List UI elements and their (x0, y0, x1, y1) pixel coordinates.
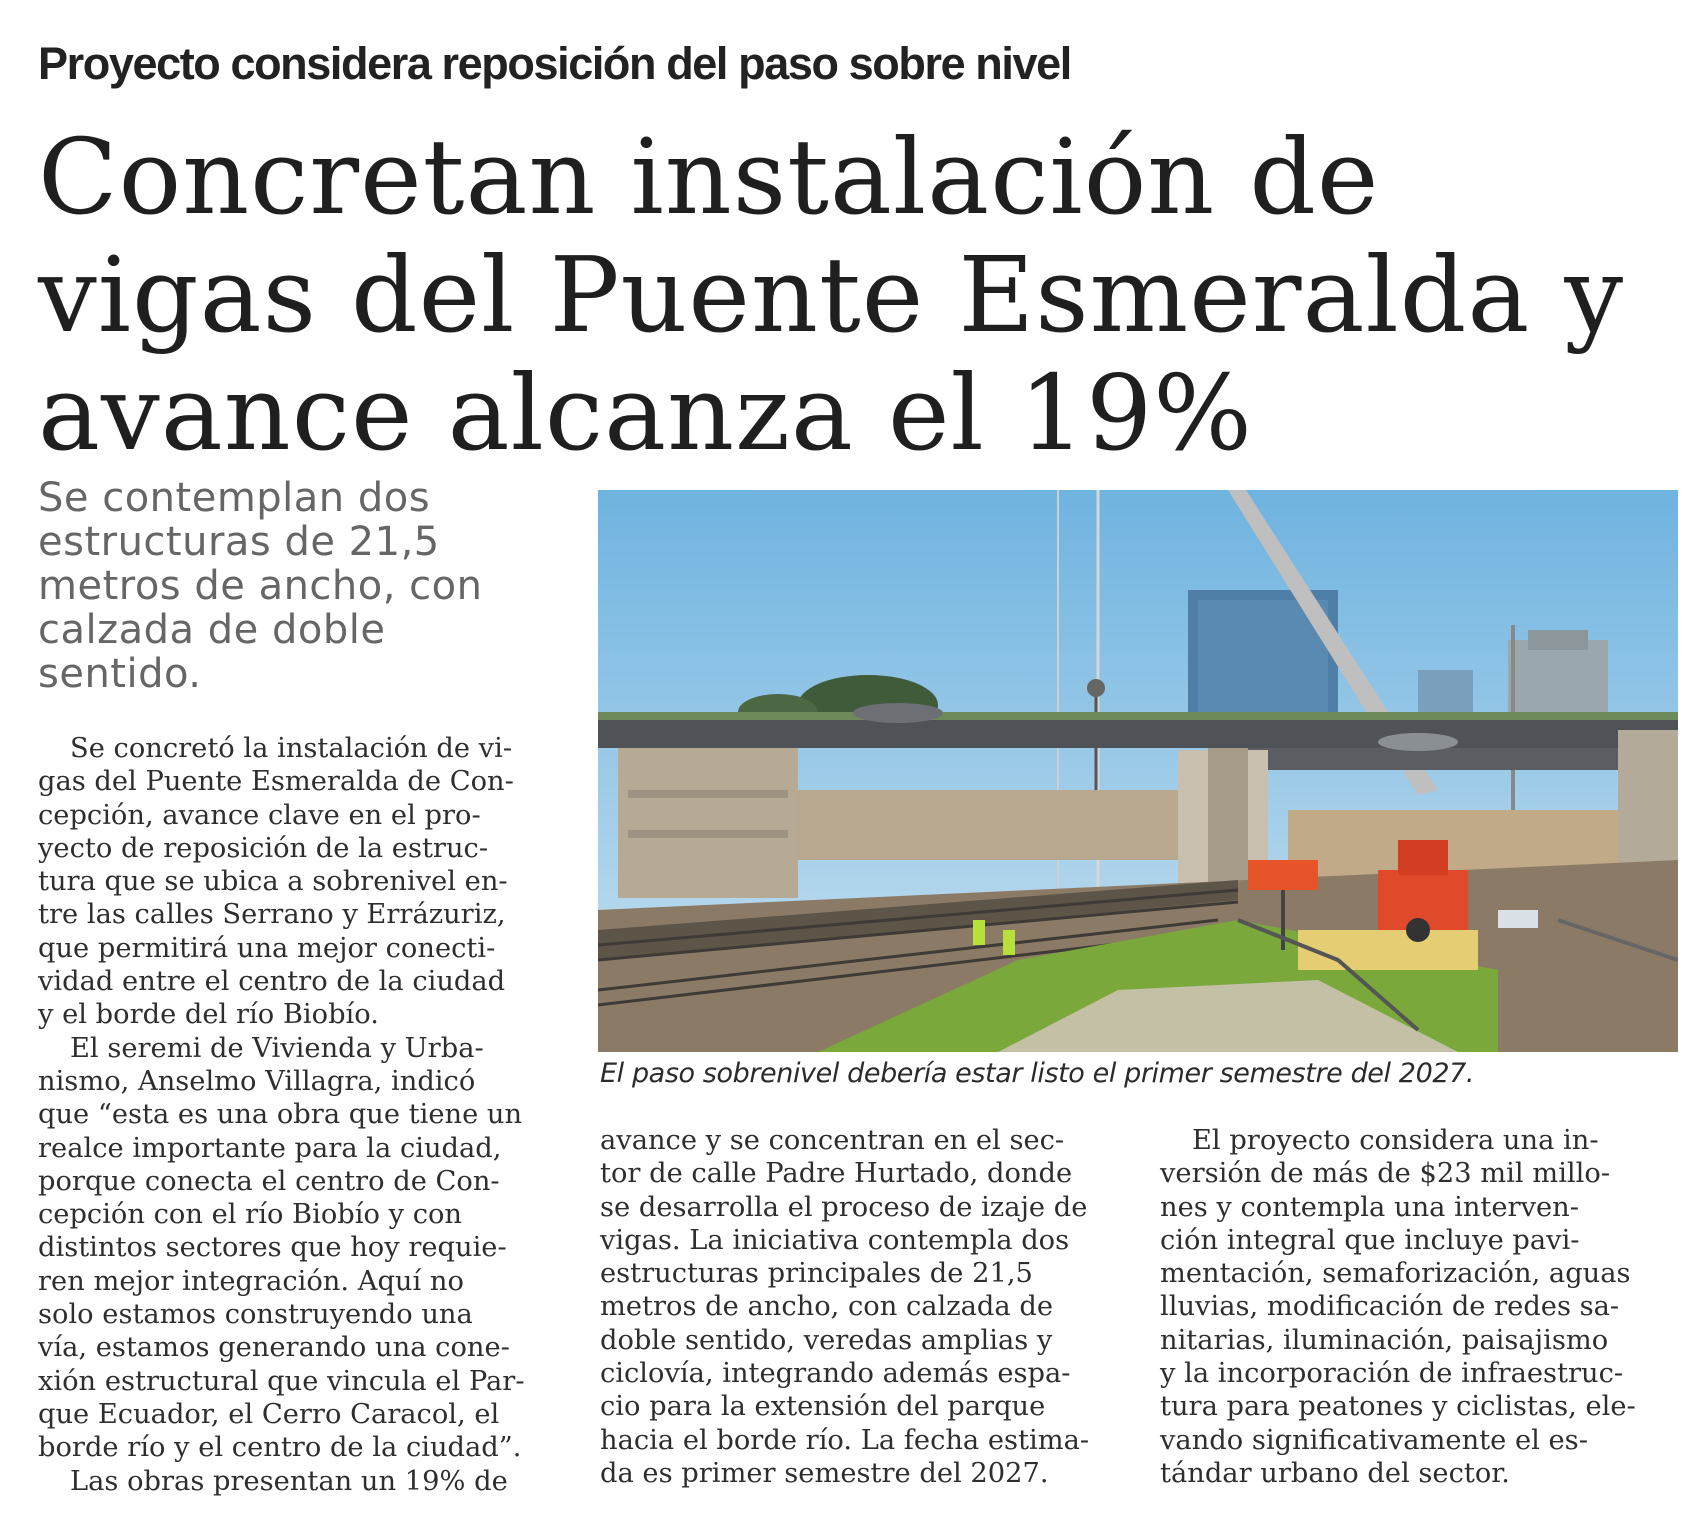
body-line: ciclovía, integrando además espa- (600, 1358, 1071, 1390)
article-kicker: Proyecto considera reposición del paso sobre nivel (38, 38, 1071, 89)
body-line: porque conecta el centro de Con- (38, 1165, 500, 1197)
headline-line: Concretan instalación de (38, 116, 1380, 238)
body-line: vigas. La iniciativa contempla dos (600, 1224, 1070, 1256)
body-line: da es primer semestre del 2027. (600, 1457, 1049, 1489)
body-line: distintos sectores que hoy requie- (38, 1232, 507, 1264)
body-line: que Ecuador, el Cerro Caracol, el (38, 1398, 500, 1430)
body-line: y el borde del río Biobío. (38, 999, 379, 1031)
body-line: El seremi de Vivienda y Urba- (70, 1032, 484, 1064)
headline-line: vigas del Puente Esmeralda y (38, 234, 1625, 356)
subtitle-line: estructuras de 21,5 (38, 519, 440, 565)
article-photo (598, 490, 1678, 1052)
body-line: tor de calle Padre Hurtado, donde (600, 1158, 1073, 1190)
body-line: versión de más de $23 mil millo- (1160, 1158, 1611, 1190)
body-line: vía, estamos generando una cone- (38, 1332, 510, 1364)
body-line: tándar urbano del sector. (1160, 1457, 1510, 1489)
headline-line: avance alcanza el 19% (38, 352, 1253, 474)
body-line: doble sentido, veredas amplias y (600, 1324, 1053, 1356)
body-line: se desarrolla el proceso de izaje de (600, 1191, 1088, 1223)
body-line: nismo, Anselmo Villagra, indicó (38, 1065, 476, 1097)
article-column-2 (600, 1124, 1120, 1490)
body-line: ción integral que incluye pavi- (1160, 1224, 1580, 1256)
body-line: vidad entre el centro de la ciudad (38, 966, 506, 998)
body-line: tura que se ubica a sobrenivel en- (38, 866, 508, 898)
body-line: cepción con el río Biobío y con (38, 1199, 462, 1231)
subtitle-line: calzada de doble (38, 607, 386, 653)
article-column-3 (1160, 1124, 1680, 1490)
article-column-1 (38, 732, 558, 1498)
subtitle-line: sentido. (38, 651, 202, 697)
body-line: avance y se concentran en el sec- (600, 1125, 1065, 1156)
body-line: solo estamos construyendo una (38, 1299, 473, 1331)
body-line: tura para peatones y ciclistas, ele- (1160, 1391, 1636, 1423)
body-line: ren mejor integración. Aquí no (38, 1265, 464, 1297)
body-line: y la incorporación de infraestruc- (1160, 1358, 1624, 1390)
body-line: nes y contempla una interven- (1160, 1191, 1579, 1223)
photo-caption: El paso sobrenivel debería estar listo el primer semestre del 2027. (600, 1058, 1475, 1089)
article-subtitle (38, 476, 578, 696)
body-line: gas del Puente Esmeralda de Con- (38, 766, 514, 798)
body-line: xión estructural que vincula el Par- (38, 1365, 525, 1397)
subtitle-line: metros de ancho, con (38, 563, 483, 609)
article-headline (38, 118, 1678, 472)
body-line: que “esta es una obra que tiene un (38, 1099, 523, 1131)
body-line: mentación, semaforización, aguas (1160, 1258, 1631, 1290)
body-line: realce importante para la ciudad, (38, 1132, 502, 1164)
body-line: cio para la extensión del parque (600, 1391, 1046, 1423)
body-line: cepción, avance clave en el pro- (38, 799, 481, 831)
body-line: vando significativamente el es- (1160, 1424, 1588, 1456)
body-line: nitarias, iluminación, paisajismo (1160, 1324, 1609, 1356)
body-line: yecto de reposición de la estruc- (38, 832, 489, 864)
body-line: borde río y el centro de la ciudad”. (38, 1432, 522, 1464)
body-line: tre las calles Serrano y Errázuriz, (38, 899, 506, 931)
body-line: Las obras presentan un 19% de (70, 1465, 508, 1497)
body-line: estructuras principales de 21,5 (600, 1258, 1033, 1290)
body-line: El proyecto considera una in- (1192, 1125, 1599, 1156)
body-line: metros de ancho, con calzada de (600, 1291, 1053, 1323)
body-line: Se concretó la instalación de vi- (70, 733, 513, 764)
body-line: que permitirá una mejor conecti- (38, 932, 496, 964)
body-line: hacia el borde río. La fecha estima- (600, 1424, 1090, 1456)
subtitle-line: Se contemplan dos (38, 475, 431, 521)
body-line: lluvias, modificación de redes sa- (1160, 1291, 1620, 1323)
